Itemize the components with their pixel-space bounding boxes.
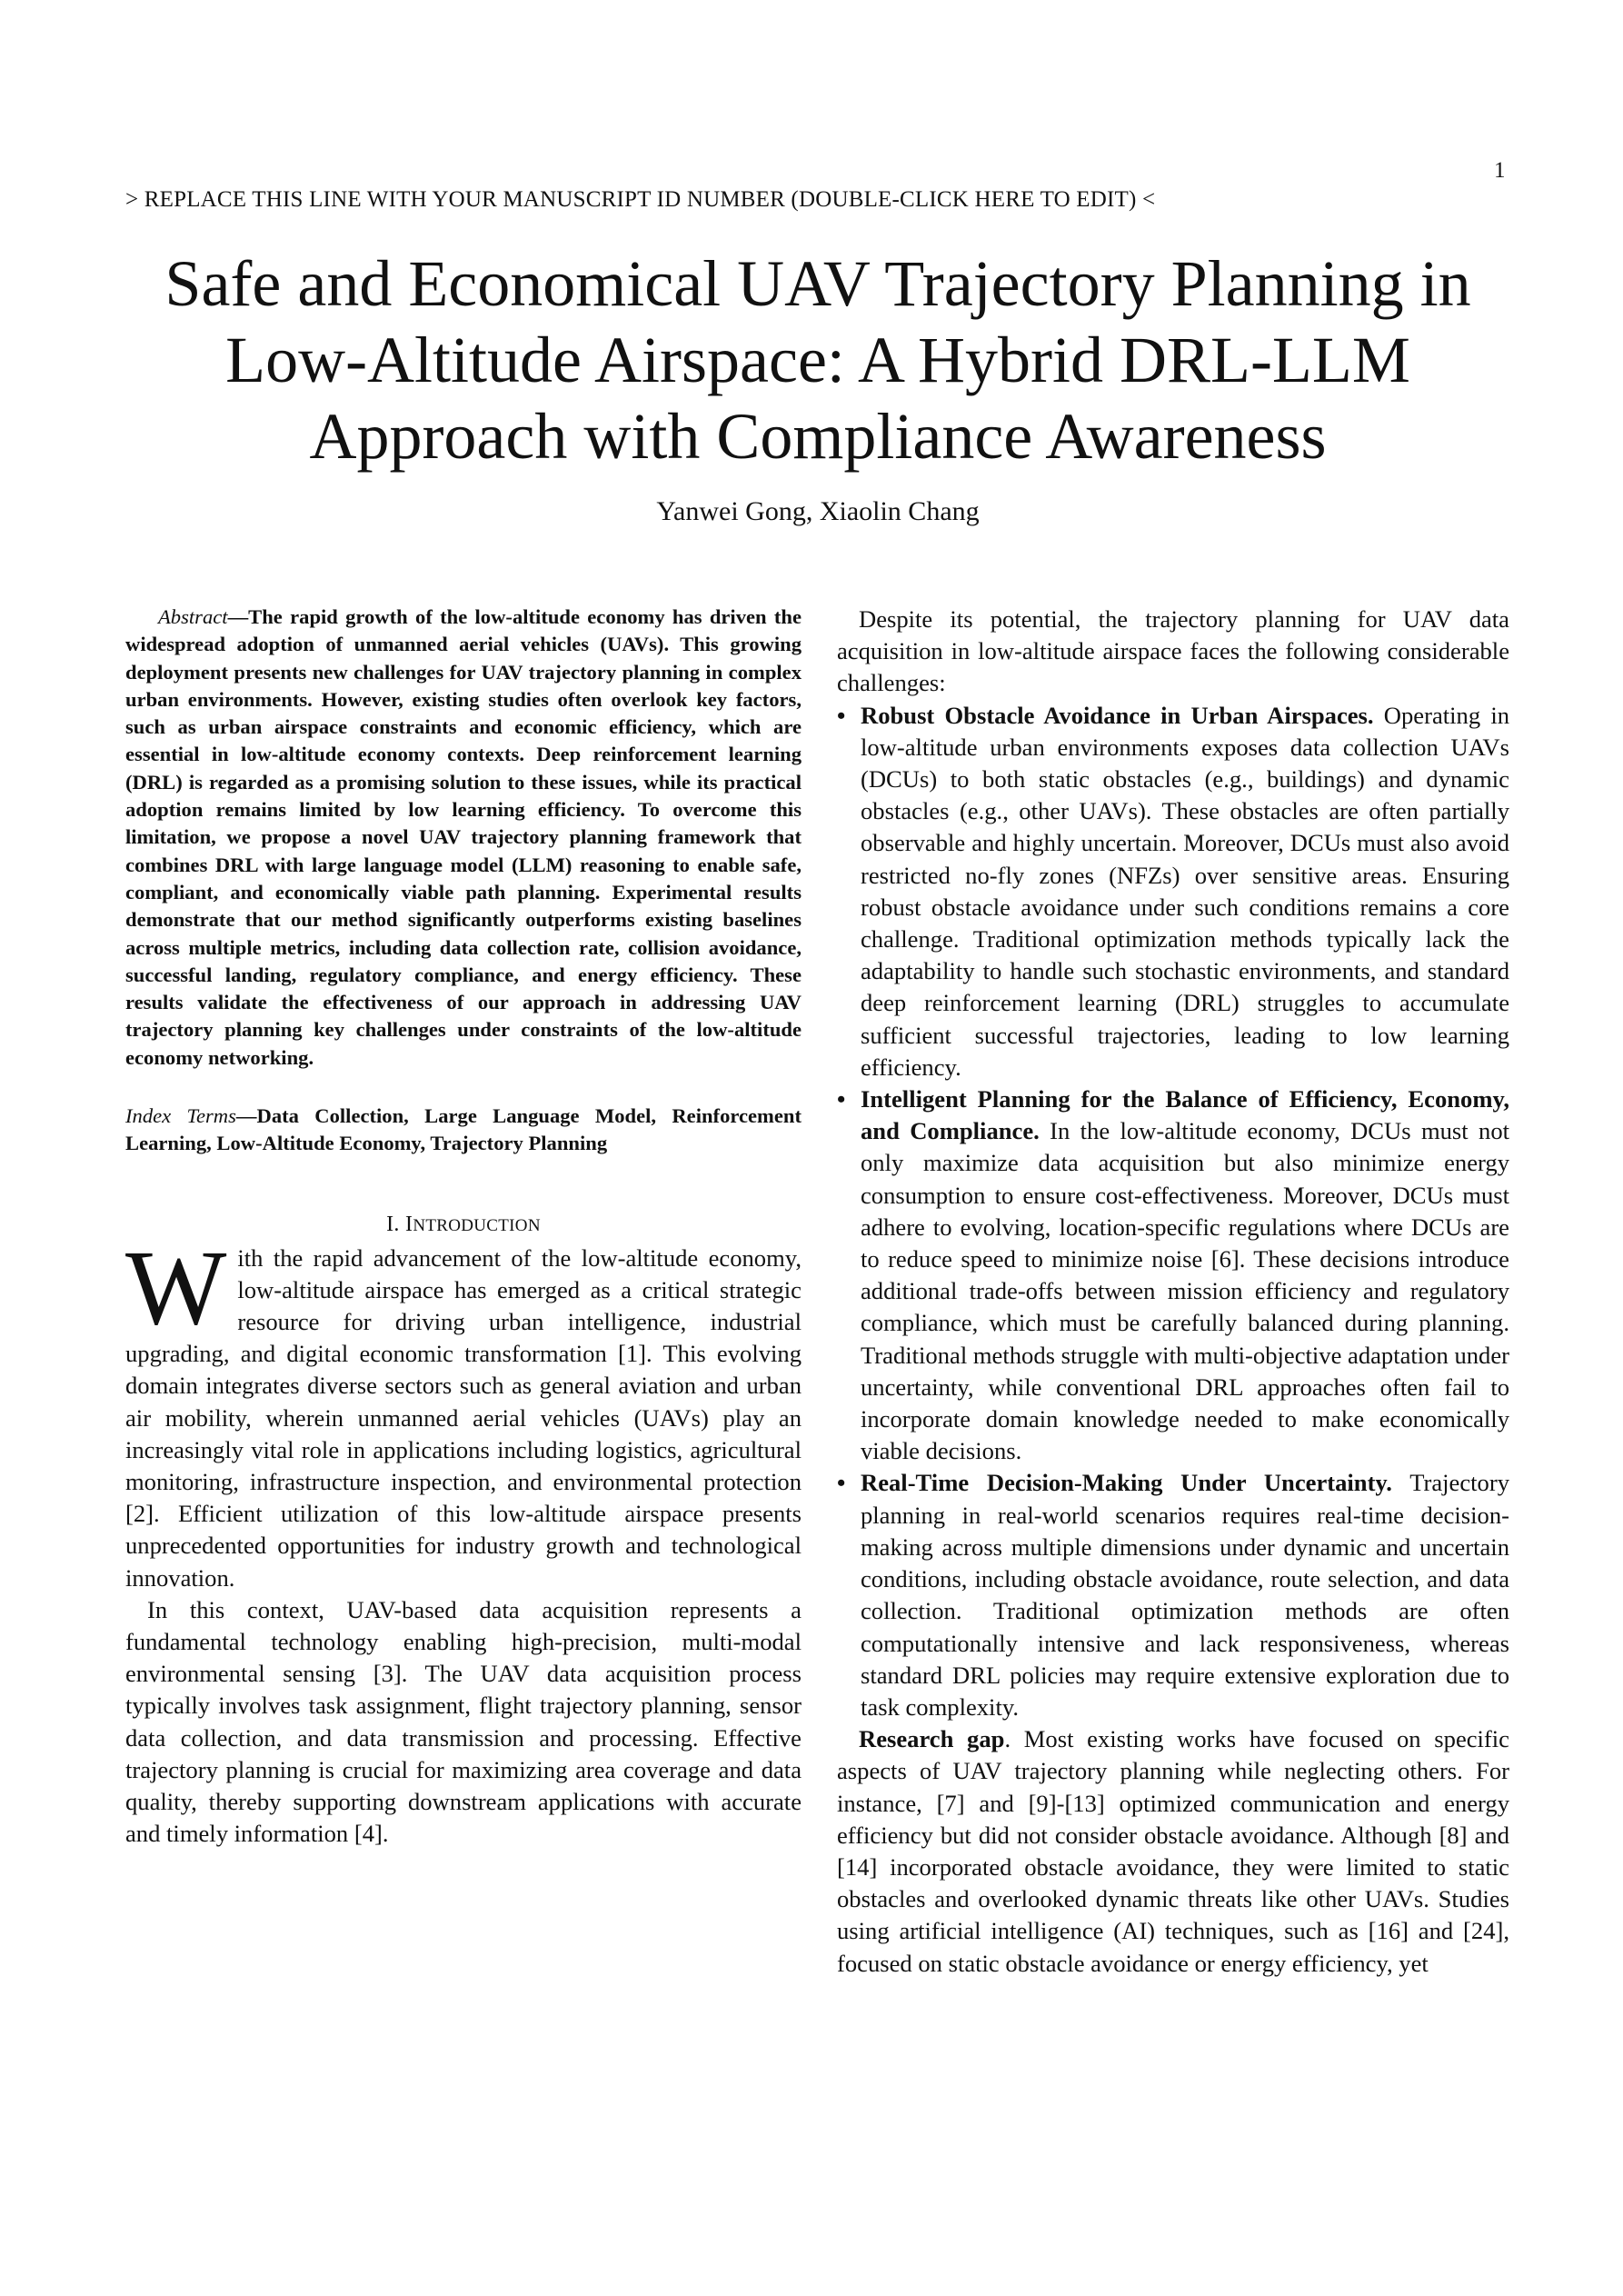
- index-terms-text: Data Collection, Large Language Model, Reinforcement Learning, Low-Altitude Economy, Trajectory Planning: [125, 1104, 802, 1155]
- abstract-dash: —: [227, 605, 249, 628]
- title-line: Approach with Compliance Awareness: [309, 400, 1327, 473]
- challenge-text: Operating in low-altitude urban environments exposes data collection UAVs (DCUs) to both static obstacles (e.g., buildings) and dynamic obstacles (e.g., other UAVs). These obstacles are often partially observable and highly uncertain. Moreover, DCUs must also avoid restricted no-fly zones (NFZs) over sensitive areas. Ensuring robust obstacle avoidance under such conditions remains a core challenge. Traditional optimization methods typically lack the adaptability to handle such stochastic environments, and standard deep reinforcement learning (DRL) struggles to accumulate sufficient successful trajectories, leading to low learning efficiency.: [861, 701, 1510, 1081]
- section-numeral: I. I: [386, 1212, 413, 1236]
- research-gap-label: Research gap: [859, 1725, 1005, 1753]
- title-line: Safe and Economical UAV Trajectory Planning in: [164, 247, 1471, 320]
- paper-title: [118, 245, 1518, 474]
- challenge-item: [837, 1467, 1509, 1723]
- challenge-heading: Real-Time Decision-Making Under Uncertainty.: [861, 1469, 1392, 1497]
- drop-cap: W: [125, 1227, 227, 1347]
- abstract: [125, 604, 802, 1072]
- section-title-rest: NTRODUCTION: [413, 1215, 541, 1235]
- intro-paragraph-1: [125, 1227, 802, 1594]
- challenge-item: [837, 1083, 1509, 1467]
- challenge-text: Trajectory planning in real-world scenarios requires real-time decision-making across multiple dimensions under dynamic and uncertain conditions, including obstacle avoidance, route selection, and data collection. Traditional optimization methods are often computationally intensive and lack responsiveness, whereas standard DRL policies may require extensive exploration due to task complexity.: [861, 1469, 1509, 1721]
- page-number: 1: [1494, 158, 1506, 183]
- right-column: [837, 604, 1509, 1980]
- abstract-label: Abstract: [158, 605, 228, 628]
- title-line: Low-Altitude Airspace: A Hybrid DRL-LLM: [225, 324, 1410, 396]
- index-terms: [125, 1103, 802, 1158]
- manuscript-id-line[interactable]: > REPLACE THIS LINE WITH YOUR MANUSCRIPT ID NUMBER (DOUBLE-CLICK HERE TO EDIT) <: [125, 187, 1156, 212]
- challenge-text: In the low-altitude economy, DCUs must not only maximize data acquisition but also minimize energy consumption to ensure cost-effectiveness. Moreover, DCUs must adhere to evolving, location-specific regulations where DCUs are to reduce speed to minimize noise [6]. These decisions introduce additional trade-offs between mission efficiency and regulatory compliance, which must be carefully balanced during planning. Traditional methods struggle with multi-objective adaptation under uncertainty, while conventional DRL approaches often fail to incorporate domain knowledge needed to make economically viable decisions.: [861, 1117, 1509, 1465]
- index-terms-dash: —: [235, 1104, 257, 1128]
- bullet-icon: •: [837, 1469, 846, 1497]
- research-gap-text: . Most existing works have focused on specific aspects of UAV trajectory planning while neglecting others. For instance, [7] and [9]-[13] optimized communication and energy efficiency but did not consider obstacle avoidance. Although [8] and [14] incorporated obstacle avoidance, they were limited to static obstacles and overlooked dynamic threats like other UAVs. Studies using artificial intelligence (AI) techniques, such as [16] and [24], focused on static obstacle avoidance or energy efficiency, yet: [837, 1725, 1509, 1977]
- intro-paragraph-1-text: ith the rapid advancement of the low-altitude economy, low-altitude airspace has emerged as a critical strategic resource for driving urban intelligence, industrial upgrading, and digital economic transformation [1]. This evolving domain integrates diverse sectors such as general aviation and urban air mobility, wherein unmanned aerial vehicles (UAVs) play an increasingly vital role in applications including logistics, agricultural monitoring, infrastructure inspection, and environmental protection [2]. Efficient utilization of this low-altitude airspace presents unprecedented opportunities for industry growth and technological innovation.: [125, 1243, 802, 1592]
- challenge-list: [837, 700, 1509, 1724]
- abstract-text: The rapid growth of the low-altitude economy has driven the widespread adoption of unmanned aerial vehicles (UAVs). This growing deployment presents new challenges for UAV trajectory planning in complex urban environments. However, existing studies often overlook key factors, such as urban airspace constraints and economic efficiency, which are essential in low-altitude economy contexts. Deep reinforcement learning (DRL) is regarded as a promising solution to these issues, while its practical adoption remains limited by low learning efficiency. To overcome this limitation, we propose a novel UAV trajectory planning framework that combines DRL with large language model (LLM) reasoning to enable safe, compliant, and economically viable path planning. Experimental results demonstrate that our method significantly outperforms existing baselines across multiple metrics, including data collection rate, collision avoidance, successful landing, regulatory compliance, and energy efficiency. These results validate the effectiveness of our approach in addressing UAV trajectory planning key challenges under constraints of the low-altitude economy networking.: [125, 605, 802, 1069]
- left-column: [125, 604, 802, 1851]
- bullet-icon: •: [837, 1085, 846, 1113]
- intro-paragraph-2: In this context, UAV-based data acquisition represents a fundamental technology enabling high-precision, multi-modal environmental sensing [3]. The UAV data acquisition process typically involves task assignment, flight trajectory planning, sensor data collection, and data transmission and processing. Effective trajectory planning is crucial for maximizing area coverage and data quality, thereby supporting downstream applications with accurate and timely information [4].: [125, 1595, 802, 1848]
- authors: Yanwei Gong, Xiaolin Chang: [656, 496, 980, 526]
- challenge-heading: Intelligent Planning for the Balance of Efficiency, Economy, and Compliance.: [861, 1085, 1509, 1145]
- challenge-item: [837, 700, 1509, 1083]
- challenges-intro: Despite its potential, the trajectory planning for UAV data acquisition in low-altitude airspace faces the following considerable challenges:: [837, 605, 1509, 697]
- index-terms-label: Index Terms: [125, 1104, 236, 1128]
- section-heading-introduction: [125, 1213, 802, 1237]
- research-gap-paragraph: [837, 1723, 1509, 1980]
- bullet-icon: •: [837, 701, 846, 729]
- challenge-heading: Robust Obstacle Avoidance in Urban Airspaces.: [861, 701, 1374, 729]
